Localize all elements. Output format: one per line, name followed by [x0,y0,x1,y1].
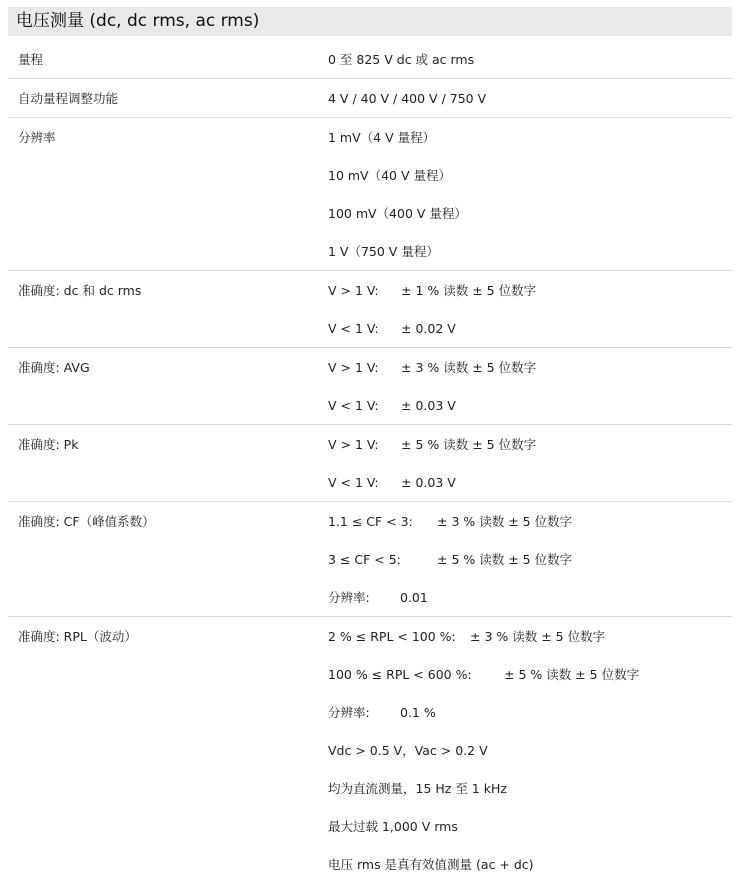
spec-label: 分辨率 [18,130,56,145]
spec-value-line [328,309,732,347]
spec-value-line [328,502,732,540]
spec-value: ± 1 % 读数 ± 5 位数字 [401,283,537,298]
spec-value: ± 0.03 V [401,474,456,490]
spec-values [328,40,732,78]
spec-value: 均为直流测量，15 Hz 至 1 kHz [328,781,507,796]
spec-condition: 3 ≤ CF < 5: [328,551,401,567]
spec-row-resolution [8,118,732,271]
spec-row-accuracy-rpl [8,617,732,883]
spec-condition: 分辨率: [328,590,370,605]
spec-label: 准确度: AVG [18,360,90,375]
spec-condition: V > 1 V: [328,282,379,298]
spec-values [328,118,732,270]
spec-value: 最大过载 1,000 V rms [328,819,458,834]
spec-row-accuracy-cf [8,502,732,617]
spec-value: 10 mV（40 V 量程） [328,168,452,183]
spec-value: 100 mV（400 V 量程） [328,206,467,221]
spec-value: ± 0.02 V [401,320,456,336]
spec-value: ± 5 % 读数 ± 5 位数字 [401,437,537,452]
spec-table [8,40,732,883]
spec-value: 0.1 % [400,704,436,720]
spec-row-autorange [8,79,732,118]
spec-label: 准确度: dc 和 dc rms [18,283,142,298]
spec-value: ± 5 % 读数 ± 5 位数字 [437,552,573,567]
spec-row-accuracy-pk [8,425,732,502]
spec-value: ± 5 % 读数 ± 5 位数字 [504,667,640,682]
spec-condition: 2 % ≤ RPL < 100 %: [328,628,456,644]
spec-value-line [328,693,732,731]
spec-values [328,79,732,117]
spec-value: ± 3 % 读数 ± 5 位数字 [437,514,573,529]
section-title: 电压测量 (dc, dc rms, ac rms) [8,7,732,36]
spec-values [328,348,732,424]
spec-row-accuracy-dc [8,271,732,348]
spec-value: 电压 rms 是真有效值测量 (ac + dc) [328,857,534,872]
spec-value: ± 3 % 读数 ± 5 位数字 [401,360,537,375]
spec-condition: V < 1 V: [328,397,379,413]
spec-label: 准确度: Pk [18,437,79,452]
spec-condition: V < 1 V: [328,474,379,490]
spec-value-line [328,463,732,501]
spec-values [328,425,732,501]
spec-value-line [328,386,732,424]
spec-value-line [328,617,732,655]
spec-value-line [328,655,732,693]
spec-value-line [328,578,732,616]
spec-value-line [328,425,732,463]
spec-value: 0 至 825 V dc 或 ac rms [328,52,475,67]
spec-value-line [328,271,732,309]
spec-values [328,271,732,347]
spec-condition: V > 1 V: [328,359,379,375]
spec-label: 量程 [18,52,44,67]
spec-values [328,617,732,883]
spec-label: 自动量程调整功能 [18,91,119,106]
spec-value: 0.01 [400,589,428,605]
spec-row-accuracy-avg [8,348,732,425]
spec-value: Vdc > 0.5 V，Vac > 0.2 V [328,743,488,758]
spec-condition: 分辨率: [328,705,370,720]
spec-value-line [328,540,732,578]
spec-value: 1 V（750 V 量程） [328,244,439,259]
spec-value: ± 0.03 V [401,397,456,413]
spec-value: 4 V / 40 V / 400 V / 750 V [328,90,487,106]
spec-condition: V > 1 V: [328,436,379,452]
spec-label: 准确度: CF（峰值系数） [18,514,155,529]
spec-label: 准确度: RPL（波动） [18,629,137,644]
spec-condition: 100 % ≤ RPL < 600 %: [328,666,472,682]
spec-row-range [8,40,732,79]
spec-value-line [328,348,732,386]
spec-value: 1 mV（4 V 量程） [328,130,436,145]
spec-condition: V < 1 V: [328,320,379,336]
spec-condition: 1.1 ≤ CF < 3: [328,513,413,529]
spec-values [328,502,732,616]
spec-value: ± 3 % 读数 ± 5 位数字 [470,629,606,644]
